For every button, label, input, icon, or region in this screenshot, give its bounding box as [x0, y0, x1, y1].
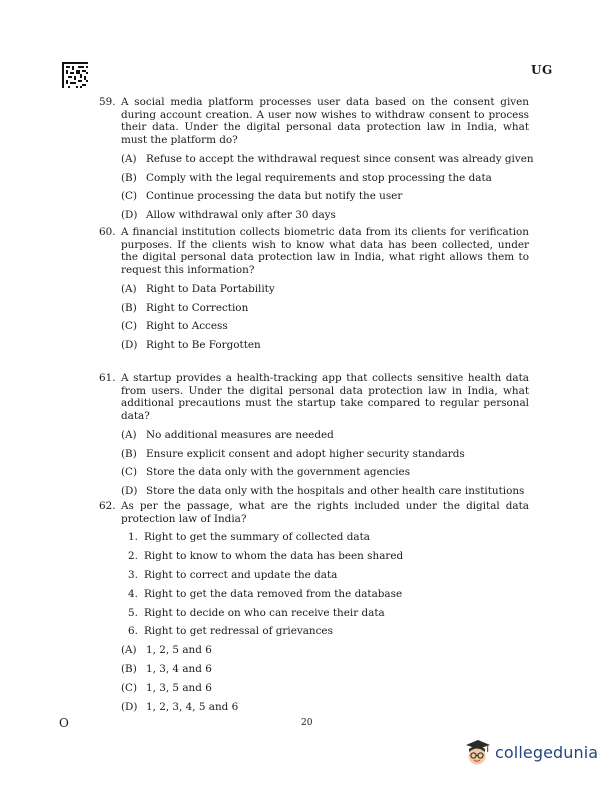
watermark-text: collegedunia	[495, 742, 599, 762]
option: (B) Right to Correction	[121, 301, 249, 314]
question-number: 59.	[99, 96, 116, 108]
option: (C) Continue processing the data but notify the user	[121, 190, 403, 203]
list-item: 6. Right to get redressal of grievances	[128, 625, 333, 638]
option: (A) Right to Data Portability	[121, 282, 275, 295]
option: (D) 1, 2, 3, 4, 5 and 6	[121, 700, 239, 713]
footer-mark: O	[59, 716, 69, 730]
qr-code	[62, 62, 88, 88]
option: (A) 1, 2, 5 and 6	[121, 644, 212, 657]
question-59	[99, 96, 534, 222]
watermark	[462, 737, 598, 767]
option: (C) Right to Access	[121, 320, 228, 333]
mascot-logo-icon	[462, 737, 492, 767]
option: (D) Store the data only with the hospitals and other health care institutions	[121, 485, 525, 498]
option: (C) Store the data only with the government agencies	[121, 466, 411, 479]
question-stem: A startup provides a health-tracking app that collects sensitive health data from users. Under the digital personal data protection law in India, what additional precautions must the startup take compared to regular personal data?	[121, 372, 529, 422]
option: (B) Ensure explicit consent and adopt higher security standards	[121, 447, 465, 460]
option: (A) Refuse to accept the withdrawal request since consent was already given	[121, 152, 534, 165]
question-number: 60.	[99, 226, 116, 238]
option: (A) No additional measures are needed	[121, 428, 334, 441]
list-item: 4. Right to get the data removed from the database	[128, 587, 403, 600]
question-62	[99, 500, 529, 713]
option: (C) 1, 3, 5 and 6	[121, 681, 212, 694]
question-number: 62.	[99, 500, 116, 512]
question-stem: A social media platform processes user data based on the consent given during account creation. A user now wishes to withdraw consent to process their data. Under the digital personal data protection law in India, what must the platform do?	[121, 96, 529, 146]
list-item: 3. Right to correct and update the data	[128, 568, 338, 581]
option: (B) Comply with the legal requirements and stop processing the data	[121, 171, 492, 184]
page-number: 20	[301, 718, 313, 728]
question-60	[99, 226, 529, 352]
paper-code: UG	[531, 63, 553, 77]
list-item: 5. Right to decide on who can receive their data	[128, 606, 385, 619]
list-item: 2. Right to know to whom the data has been shared	[128, 550, 404, 563]
question-61	[99, 372, 529, 498]
option: (D) Right to Be Forgotten	[121, 339, 261, 352]
question-stem: As per the passage, what are the rights included under the digital data protection law of India?	[121, 500, 529, 525]
option: (D) Allow withdrawal only after 30 days	[121, 209, 336, 222]
option: (B) 1, 3, 4 and 6	[121, 663, 212, 676]
question-number: 61.	[99, 372, 116, 384]
list-item: 1. Right to get the summary of collected data	[128, 531, 370, 544]
question-stem: A financial institution collects biometric data from its clients for verification purposes. If the clients wish to know what data has been collected, under the digital personal data protection law in India, what right allows them to request this information?	[121, 226, 529, 276]
